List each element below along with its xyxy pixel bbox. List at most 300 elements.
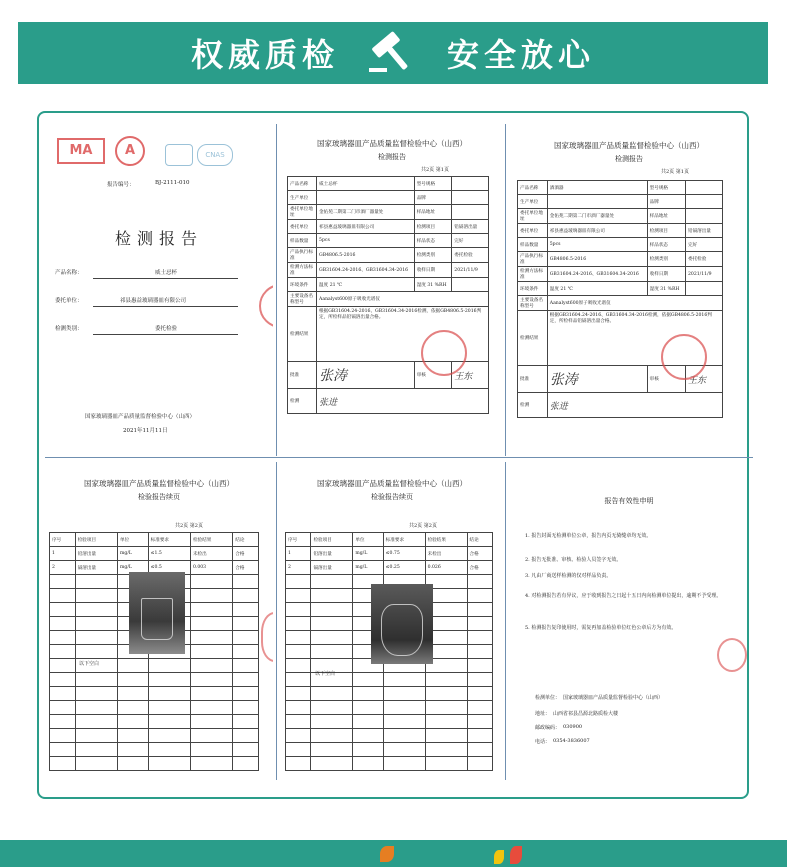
table-cell: 检测项目 <box>647 224 685 238</box>
approver-signature: 张涛 <box>319 368 348 384</box>
table-row <box>518 238 723 252</box>
table-header-cell: 标准要求 <box>383 533 425 547</box>
table-cell <box>50 701 76 715</box>
equipment-label: 主要设备名称型号 <box>518 296 548 311</box>
table-cell: 检测类别 <box>414 248 452 263</box>
table-cell: ≤0.5 <box>148 561 190 575</box>
table-row <box>50 701 259 715</box>
report-table <box>287 176 489 414</box>
table-cell <box>353 757 383 771</box>
table-cell: 未检出 <box>190 547 232 561</box>
table-cell: 2 <box>286 561 311 575</box>
table-header-cell: 序号 <box>50 533 76 547</box>
table-cell <box>311 729 353 743</box>
table-cell <box>286 659 311 673</box>
table-cell: 委托单位 <box>288 220 317 234</box>
table-cell <box>118 701 149 715</box>
table-cell <box>452 205 489 220</box>
table-cell: 收样日期 <box>647 267 685 282</box>
table-cell <box>452 191 489 205</box>
cover-title: 检测报告 <box>114 229 203 248</box>
table-row <box>286 687 493 701</box>
table-cell <box>75 687 117 701</box>
report-page-no: 共2页 第1页 <box>421 167 449 173</box>
report2-title: 检测报告 <box>615 155 643 163</box>
table-cell: 委托检验 <box>452 248 489 263</box>
table-cell <box>467 645 492 659</box>
table-cell: 型号规格 <box>647 181 685 195</box>
table-row <box>288 191 489 205</box>
table-cell <box>190 687 232 701</box>
cont2-page-no: 共2页 第2页 <box>409 523 437 529</box>
table-cell <box>190 603 232 617</box>
table-cell: 合格 <box>233 561 259 575</box>
table-cell <box>286 729 311 743</box>
table-cell <box>425 715 467 729</box>
table-cell <box>383 715 425 729</box>
statement-item: 2. 报告无批准、审核、检验人员签字无效。 <box>525 557 622 563</box>
table-cell <box>311 757 353 771</box>
table-row <box>518 267 723 282</box>
table-cell <box>467 743 492 757</box>
table-cell <box>383 729 425 743</box>
table-cell <box>190 673 232 687</box>
table-cell <box>190 631 232 645</box>
table-cell <box>286 603 311 617</box>
red-stamp <box>261 612 273 662</box>
table-row <box>286 715 493 729</box>
table-cell <box>50 729 76 743</box>
table-cell <box>311 575 353 589</box>
table-row <box>518 252 723 267</box>
tester-label: 检测 <box>518 393 548 418</box>
table-row <box>50 757 259 771</box>
table-cell <box>467 701 492 715</box>
table-cell <box>547 195 647 209</box>
tester-signature: 张进 <box>549 401 568 412</box>
table-cell <box>286 589 311 603</box>
divider <box>505 462 506 780</box>
table-cell: 酒酒器 <box>547 181 647 195</box>
table-cell <box>233 603 259 617</box>
table-cell <box>233 729 259 743</box>
divider <box>45 457 753 458</box>
table-cell: 生产单位 <box>288 191 317 205</box>
table-cell <box>425 701 467 715</box>
table-cell: 0.003 <box>190 561 232 575</box>
bottom-strip <box>0 840 787 867</box>
table-cell <box>452 278 489 292</box>
table-row <box>518 209 723 224</box>
tester-label: 检测 <box>288 389 317 414</box>
table-header-cell: 标准要求 <box>148 533 190 547</box>
table-cell: 样品地址 <box>647 209 685 224</box>
table-header-cell: 检验项目 <box>75 533 117 547</box>
divider <box>276 124 277 456</box>
table-header-cell: 序号 <box>286 533 311 547</box>
statement-item: 4. 对检测报告若有异议，应于收到报告之日起十五日内向检测单位提出，逾期不予受理。 <box>525 593 722 599</box>
reviewer-signature: 王东 <box>454 371 473 382</box>
table-row <box>518 181 723 195</box>
table-cell: 产品名称 <box>518 181 548 195</box>
table-header-row <box>286 533 493 547</box>
table-cell: 样品数量 <box>518 238 548 252</box>
table-cell <box>75 645 117 659</box>
divider <box>276 462 277 780</box>
table-cell <box>286 645 311 659</box>
seal-logo <box>165 144 193 166</box>
table-cell: mg/L <box>118 547 149 561</box>
table-cell: 铅溶出量 <box>311 547 353 561</box>
table-cell: 品牌 <box>414 191 452 205</box>
client-value: 祁县惠益玻璃器皿有限公司 <box>120 298 187 304</box>
table-cell <box>233 631 259 645</box>
table-cell <box>50 575 76 589</box>
table-header-cell: 检验结果 <box>425 533 467 547</box>
table-cell <box>233 701 259 715</box>
table-cell <box>190 575 232 589</box>
table-cell: 检测项目 <box>414 220 452 234</box>
table-cell: 2021/11/9 <box>452 263 489 278</box>
table-cell: 0.026 <box>425 561 467 575</box>
table-row <box>518 195 723 209</box>
table-cell <box>467 575 492 589</box>
table-cell: 湿度 31 %RH <box>647 282 685 296</box>
cont1-page-no: 共2页 第2页 <box>175 523 203 529</box>
table-cell <box>286 631 311 645</box>
table-header-cell: 检验结果 <box>190 533 232 547</box>
table-cell <box>311 631 353 645</box>
cover-date: 2021年11月11日 <box>123 428 168 434</box>
report-page-1 <box>281 124 503 454</box>
table-cell <box>148 729 190 743</box>
divider <box>505 124 506 456</box>
table-cell <box>233 617 259 631</box>
table-cell <box>148 673 190 687</box>
table-cell: 1 <box>286 547 311 561</box>
table-cell <box>311 687 353 701</box>
table-row <box>288 248 489 263</box>
table-row <box>286 729 493 743</box>
table-cell <box>353 729 383 743</box>
validity-statement-page <box>511 462 747 780</box>
category-label: 检测类别： <box>55 326 83 332</box>
cont2-blank-note: 以下空白 <box>315 671 336 677</box>
table-cell <box>148 743 190 757</box>
top-banner <box>18 22 768 84</box>
table-cell <box>383 743 425 757</box>
table-cell <box>286 743 311 757</box>
cont1-title: 检验报告续页 <box>138 493 180 501</box>
cma-logo: MA <box>57 138 105 164</box>
table-cell: GB4806.5-2016 <box>547 252 647 267</box>
table-cell <box>383 701 425 715</box>
table-cell <box>118 687 149 701</box>
table-cell <box>233 687 259 701</box>
table-cell: 环境条件 <box>288 278 317 292</box>
cont1-blank-note: 以下空白 <box>79 661 100 667</box>
table-cell: 委托单位地址 <box>518 209 548 224</box>
table-cell <box>75 715 117 729</box>
table-row <box>50 743 259 757</box>
table-cell: 生产单位 <box>518 195 548 209</box>
fruit-icon <box>510 846 522 864</box>
table-cell: 湿度 31 %RH <box>414 278 452 292</box>
table-cell: 镉溶出量 <box>311 561 353 575</box>
report-no: BJ-2111-010 <box>155 180 190 186</box>
table-row <box>288 220 489 234</box>
client-label: 委托单位： <box>55 298 83 304</box>
table-row <box>50 729 259 743</box>
table-cell <box>190 617 232 631</box>
table-cell <box>353 715 383 729</box>
table-cell <box>467 631 492 645</box>
table-cell: 金佑苑二期第二门市酒厂器量处 <box>547 209 647 224</box>
table-cell <box>685 282 722 296</box>
table-cell <box>190 659 232 673</box>
table-cell <box>383 687 425 701</box>
approver-label: 批准 <box>288 362 317 389</box>
table-cell: 威士忌杯 <box>317 177 415 191</box>
equipment-value: Aanalyst600原子吸收光谱仪 <box>547 296 722 311</box>
table-cell: 产品执行标准 <box>288 248 317 263</box>
zip-value: 030900 <box>563 724 583 730</box>
table-row <box>518 224 723 238</box>
table-cell <box>286 617 311 631</box>
cover-page <box>45 124 273 454</box>
statement-item: 1. 报告封面无检测单位公章，报告内页无骑缝章均无效。 <box>525 533 652 539</box>
table-cell <box>685 181 722 195</box>
equipment-label: 主要设备名称型号 <box>288 292 317 307</box>
table-cell <box>467 757 492 771</box>
table-row <box>286 757 493 771</box>
table-cell: 未检出 <box>425 547 467 561</box>
table-cell: 温度 21 ℃ <box>317 278 415 292</box>
product-value: 威士忌杯 <box>155 270 178 276</box>
table-cell <box>148 701 190 715</box>
fruit-icon <box>380 846 394 862</box>
table-cell <box>190 757 232 771</box>
table-cell: mg/L <box>118 561 149 575</box>
table-cell <box>311 603 353 617</box>
tester-signature: 张进 <box>319 397 338 408</box>
table-cell <box>286 687 311 701</box>
table-cell <box>425 743 467 757</box>
table-row <box>50 673 259 687</box>
table-cell: 合格 <box>467 547 492 561</box>
table-cell: 完好 <box>452 234 489 248</box>
table-cell <box>467 589 492 603</box>
table-cell: 金佑苑二期第二门市酒厂器量处 <box>317 205 415 220</box>
report-page-2 <box>511 124 747 454</box>
banner-right-text: 安全放心 <box>447 36 596 74</box>
table-cell <box>190 743 232 757</box>
product-photo <box>371 584 433 664</box>
addr-value: 山西省祁县昌源北路质检大楼 <box>553 711 619 717</box>
equipment-value: Aanalyst600原子吸收光谱仪 <box>317 292 489 307</box>
table-cell <box>286 673 311 687</box>
table-cell: 1 <box>50 547 76 561</box>
table-row <box>50 547 259 561</box>
table-cell <box>75 673 117 687</box>
table-header-cell: 结论 <box>233 533 259 547</box>
table-header-cell: 单位 <box>118 533 149 547</box>
cnas-logo: A <box>115 136 145 166</box>
table-cell <box>75 757 117 771</box>
table-row <box>50 687 259 701</box>
table-cell <box>452 177 489 191</box>
table-cell <box>50 743 76 757</box>
addr-label: 地址： <box>535 711 551 717</box>
table-cell <box>50 645 76 659</box>
table-cell <box>118 757 149 771</box>
report2-center: 国家玻璃器皿产品质量监督检验中心（山西） <box>554 141 704 150</box>
table-cell: 检测方法标准 <box>518 267 548 282</box>
banner-left-text: 权威质检 <box>190 36 339 74</box>
table-cell <box>118 729 149 743</box>
table-cell <box>233 743 259 757</box>
table-cell <box>467 715 492 729</box>
conclusion-label: 检测结果 <box>518 311 548 366</box>
table-cell <box>233 645 259 659</box>
table-row <box>288 263 489 278</box>
table-cell <box>685 209 722 224</box>
table-cell <box>75 701 117 715</box>
table-cell <box>467 603 492 617</box>
table-cell <box>467 673 492 687</box>
table-cell <box>50 673 76 687</box>
report2-page-no: 共2页 第1页 <box>661 169 689 175</box>
table-cell <box>50 715 76 729</box>
cover-center: 国家玻璃器皿产品质量监督检验中心（山西） <box>85 414 196 420</box>
table-row <box>288 278 489 292</box>
table-cell: 铅溶出量 <box>75 547 117 561</box>
tel-value: 0354-3836007 <box>553 738 590 744</box>
table-cell: 收样日期 <box>414 263 452 278</box>
table-cell <box>467 659 492 673</box>
table-cell <box>233 673 259 687</box>
table-cell: 5pcs <box>317 234 415 248</box>
table-cell <box>353 743 383 757</box>
table-row <box>286 561 493 575</box>
table-cell: 样品状态 <box>414 234 452 248</box>
table-cell: 合格 <box>233 547 259 561</box>
table-cell: 镉溶出量 <box>75 561 117 575</box>
table-cell <box>148 757 190 771</box>
table-cell: 2021/11/9 <box>685 267 722 282</box>
table-row <box>286 743 493 757</box>
table-cell: 委托单位 <box>518 224 548 238</box>
cnas-logo-2: CNAS <box>197 144 233 166</box>
table-cell: 环境条件 <box>518 282 548 296</box>
table-cell <box>233 757 259 771</box>
table-cell <box>286 715 311 729</box>
table-cell: 铅镉溶出量 <box>452 220 489 234</box>
table-cell: mg/L <box>353 561 383 575</box>
reviewer-label: 审核 <box>647 366 685 393</box>
red-stamp <box>717 638 747 672</box>
table-cell <box>50 603 76 617</box>
report-no-label: 报告编号： <box>107 182 135 188</box>
table-row <box>288 234 489 248</box>
continuation-page-2 <box>281 462 503 780</box>
table-cell: 2 <box>50 561 76 575</box>
table-cell <box>190 645 232 659</box>
table-cell <box>467 729 492 743</box>
cont2-title: 检验报告续页 <box>371 493 413 501</box>
table-cell <box>467 617 492 631</box>
table-cell <box>75 603 117 617</box>
table-cell <box>383 757 425 771</box>
table-header-cell: 单位 <box>353 533 383 547</box>
table-cell <box>118 659 149 673</box>
table-cell <box>148 687 190 701</box>
red-stamp <box>661 334 707 380</box>
table-cell: ≤0.25 <box>383 561 425 575</box>
table-cell: ≤0.75 <box>383 547 425 561</box>
table-cell: 检测方法标准 <box>288 263 317 278</box>
red-stamp <box>259 284 273 328</box>
statement-title: 报告有效性申明 <box>604 497 654 505</box>
table-cell <box>685 195 722 209</box>
table-cell <box>233 575 259 589</box>
table-cell <box>190 729 232 743</box>
table-cell <box>383 673 425 687</box>
table-header-row <box>50 533 259 547</box>
table-row <box>288 177 489 191</box>
table-cell: 样品状态 <box>647 238 685 252</box>
reviewer-signature: 王东 <box>687 375 706 386</box>
table-cell <box>317 191 415 205</box>
table-cell <box>353 687 383 701</box>
table-cell: ≤1.5 <box>148 547 190 561</box>
conclusion-label: 检测结果 <box>288 307 317 362</box>
reviewer-label: 审核 <box>414 362 452 389</box>
table-cell: 产品名称 <box>288 177 317 191</box>
table-row <box>286 701 493 715</box>
table-cell: 祁县惠益玻璃器皿有限公司 <box>317 220 415 234</box>
table-row <box>286 547 493 561</box>
cont2-center: 国家玻璃器皿产品质量监督检验中心（山西） <box>317 479 467 488</box>
table-row <box>288 205 489 220</box>
table-cell: 样品数量 <box>288 234 317 248</box>
table-cell <box>233 659 259 673</box>
hammer-icon <box>365 30 421 76</box>
table-cell: 样品地址 <box>414 205 452 220</box>
table-cell: 委托检验 <box>685 252 722 267</box>
statement-item: 3. 凡由厂商送样检测的仅对样品负责。 <box>525 573 612 579</box>
table-cell <box>50 757 76 771</box>
red-stamp <box>421 330 467 376</box>
unit-label: 检测单位： <box>535 695 561 701</box>
category-value: 委托检验 <box>155 326 178 332</box>
table-cell <box>148 659 190 673</box>
table-cell <box>425 687 467 701</box>
table-cell <box>286 575 311 589</box>
table-cell <box>118 673 149 687</box>
table-row <box>518 282 723 296</box>
conclusion-value: 根据GB31604.24-2016、GB31604.34-2016检测，依据GB4806.5-2016判定，所检样品铅镉溶出量合格。 <box>317 307 489 362</box>
table-cell: 5pcs <box>547 238 647 252</box>
table-cell <box>353 673 383 687</box>
table-cell: 合格 <box>467 561 492 575</box>
table-cell: 温度 21 ℃ <box>547 282 647 296</box>
table-cell <box>50 659 76 673</box>
table-cell: GB31604.24-2016、GB31604.34-2016 <box>547 267 647 282</box>
table-cell <box>311 617 353 631</box>
table-cell: 型号规格 <box>414 177 452 191</box>
cont1-center: 国家玻璃器皿产品质量监督检验中心（山西） <box>84 479 234 488</box>
